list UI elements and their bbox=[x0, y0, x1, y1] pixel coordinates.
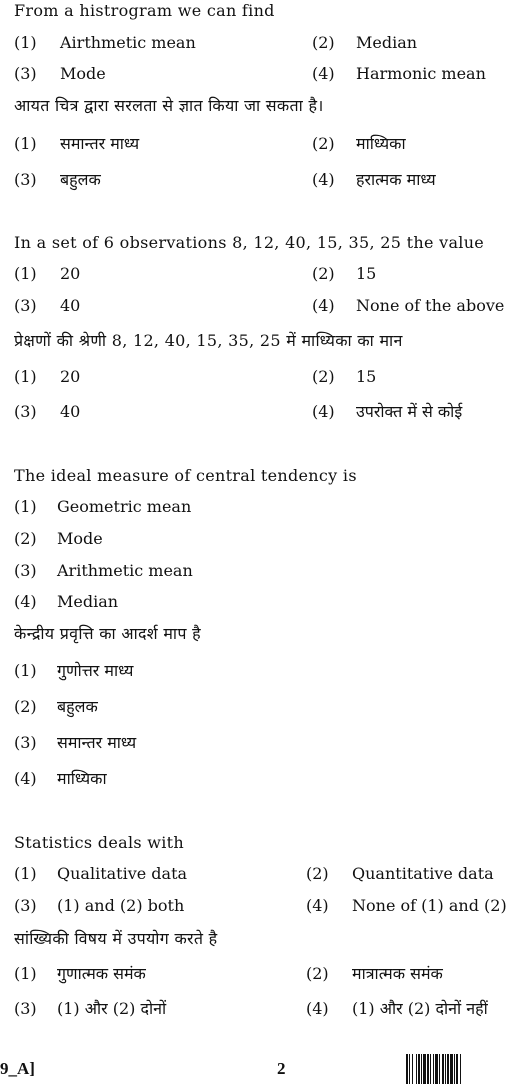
question-1-english: From a histrogram we can find bbox=[14, 1, 275, 20]
q4-hi-option-1-number: (1) bbox=[14, 964, 37, 983]
q4-en-option-1-number: (1) bbox=[14, 864, 37, 883]
q2-hi-option-1-text: 20 bbox=[60, 367, 81, 386]
q1-en-option-2-number: (2) bbox=[312, 33, 335, 52]
q2-hi-option-3-number: (3) bbox=[14, 402, 37, 421]
q4-hi-option-3-number: (3) bbox=[14, 999, 37, 1018]
q2-en-option-4-text: None of the above bbox=[356, 296, 505, 315]
q2-hi-option-4-text: उपरोक्त में से कोई bbox=[356, 402, 463, 421]
q2-en-option-4-number: (4) bbox=[312, 296, 335, 315]
q4-hi-option-2-text: मात्रात्मक समंक bbox=[352, 964, 443, 983]
q4-hi-option-4-text: (1) और (2) दोनों नहीं bbox=[352, 999, 488, 1018]
q3-en-option-1-number: (1) bbox=[14, 497, 37, 516]
q1-en-option-3-number: (3) bbox=[14, 64, 37, 83]
q1-hi-option-2-number: (2) bbox=[312, 134, 335, 153]
q2-en-option-3-text: 40 bbox=[60, 296, 81, 315]
q3-en-option-2-number: (2) bbox=[14, 529, 37, 548]
q4-en-option-4-text: None of (1) and (2) bbox=[352, 896, 507, 915]
q3-hi-option-3-text: समान्तर माध्य bbox=[57, 733, 137, 752]
q2-hi-option-1-number: (1) bbox=[14, 367, 37, 386]
q4-hi-option-4-number: (4) bbox=[306, 999, 329, 1018]
q4-en-option-4-number: (4) bbox=[306, 896, 329, 915]
q2-en-option-1-number: (1) bbox=[14, 264, 37, 283]
q4-hi-option-2-number: (2) bbox=[306, 964, 329, 983]
question-2-hindi: प्रेक्षणों की श्रेणी 8, 12, 40, 15, 35, 25 में माध्यिका का मान bbox=[14, 331, 403, 350]
q3-en-option-1-text: Geometric mean bbox=[57, 497, 192, 516]
barcode-image bbox=[406, 1054, 488, 1084]
q3-en-option-4-text: Median bbox=[57, 592, 119, 611]
question-2-english: In a set of 6 observations 8, 12, 40, 15, 35, 25 the value bbox=[14, 233, 485, 252]
question-3-hindi: केन्द्रीय प्रवृत्ति का आदर्श माप है bbox=[14, 624, 201, 643]
q3-hi-option-1-number: (1) bbox=[14, 661, 37, 680]
q3-hi-option-1-text: गुणोत्तर माध्य bbox=[57, 661, 134, 680]
footer-page-number: 2 bbox=[277, 1059, 286, 1078]
question-1-hindi: आयत चित्र द्वारा सरलता से ज्ञात किया जा सकता है। bbox=[14, 96, 324, 115]
q1-en-option-4-text: Harmonic mean bbox=[356, 64, 486, 83]
q2-hi-option-2-text: 15 bbox=[356, 367, 377, 386]
q2-en-option-3-number: (3) bbox=[14, 296, 37, 315]
question-3-english: The ideal measure of central tendency is bbox=[14, 466, 357, 485]
q2-en-option-2-number: (2) bbox=[312, 264, 335, 283]
q2-en-option-2-text: 15 bbox=[356, 264, 377, 283]
q3-hi-option-4-number: (4) bbox=[14, 769, 37, 788]
q2-hi-option-3-text: 40 bbox=[60, 402, 81, 421]
question-4-english: Statistics deals with bbox=[14, 833, 185, 852]
q1-hi-option-3-number: (3) bbox=[14, 170, 37, 189]
q3-hi-option-2-text: बहुलक bbox=[57, 697, 98, 716]
q1-en-option-3-text: Mode bbox=[60, 64, 106, 83]
q1-hi-option-1-number: (1) bbox=[14, 134, 37, 153]
q2-hi-option-4-number: (4) bbox=[312, 402, 335, 421]
q4-en-option-2-number: (2) bbox=[306, 864, 329, 883]
q3-hi-option-3-number: (3) bbox=[14, 733, 37, 752]
question-4-hindi: सांख्यिकी विषय में उपयोग करते है bbox=[14, 929, 218, 948]
q4-en-option-2-text: Quantitative data bbox=[352, 864, 494, 883]
q2-hi-option-2-number: (2) bbox=[312, 367, 335, 386]
q1-hi-option-4-text: हरात्मक माध्य bbox=[356, 170, 436, 189]
q3-en-option-2-text: Mode bbox=[57, 529, 103, 548]
q1-en-option-1-number: (1) bbox=[14, 33, 37, 52]
q2-en-option-1-text: 20 bbox=[60, 264, 81, 283]
q4-hi-option-1-text: गुणात्मक समंक bbox=[57, 964, 146, 983]
q1-en-option-4-number: (4) bbox=[312, 64, 335, 83]
q3-en-option-3-text: Arithmetic mean bbox=[57, 561, 193, 580]
q1-hi-option-4-number: (4) bbox=[312, 170, 335, 189]
footer-paper-code: 9_A] bbox=[0, 1059, 35, 1078]
q4-en-option-3-number: (3) bbox=[14, 896, 37, 915]
q3-en-option-3-number: (3) bbox=[14, 561, 37, 580]
q1-hi-option-3-text: बहुलक bbox=[60, 170, 101, 189]
q1-en-option-2-text: Median bbox=[356, 33, 418, 52]
q1-hi-option-2-text: माध्यिका bbox=[356, 134, 406, 153]
q4-en-option-1-text: Qualitative data bbox=[57, 864, 188, 883]
q1-en-option-1-text: Airthmetic mean bbox=[60, 33, 196, 52]
q3-hi-option-4-text: माध्यिका bbox=[57, 769, 107, 788]
q3-hi-option-2-number: (2) bbox=[14, 697, 37, 716]
q1-hi-option-1-text: समान्तर माध्य bbox=[60, 134, 140, 153]
q3-en-option-4-number: (4) bbox=[14, 592, 37, 611]
q4-en-option-3-text: (1) and (2) both bbox=[57, 896, 185, 915]
q4-hi-option-3-text: (1) और (2) दोनों bbox=[57, 999, 167, 1018]
